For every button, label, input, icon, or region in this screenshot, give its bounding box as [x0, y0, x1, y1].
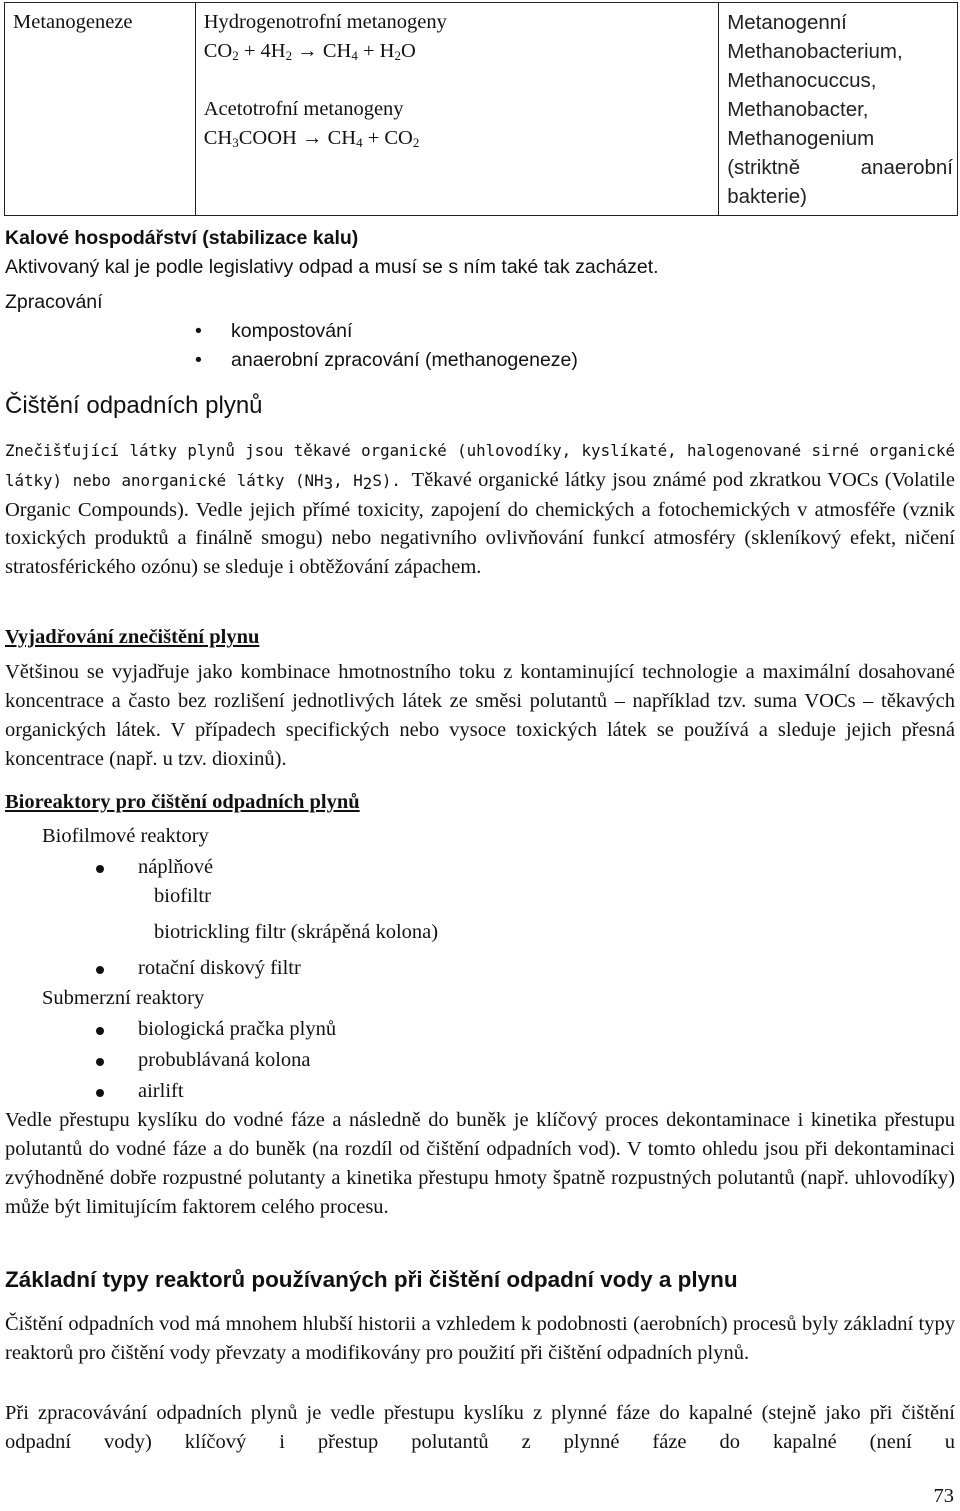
reactor-types-section: [5, 1264, 955, 1296]
reactor-types-p1: Čištění odpadních vod má mnohem hlubší historii a vzhledem k podobnosti (aerobních) procesů byly základní typy reaktorů pro čištění vody převzaty a modifikovány pro použití při čištění odpadních plynů.: [5, 1313, 955, 1364]
processing-label: Zpracování: [5, 291, 103, 313]
bioreactors-heading: Bioreaktory pro čištění odpadních plynů: [5, 791, 360, 813]
list-item-packed: náplňové: [138, 856, 214, 878]
organism-line: (striktně anaerobní: [727, 156, 953, 179]
gas-paragraph: Znečišťující látky plynů jsou těkavé organické (uhlovodíky, kyslíkaté, halogenované sirné organické látky) nebo anorganické látky ($NH_3$, $H_2S$). Těkavé organické látky jsou známé pod zkratkou VOCs (Volatile Organic Compounds). Vedle jejich přímé toxicity, zapojení do chemických a fotochemických v atmosféře (vznik toxických produktů a finálně smogu) nebo negativního ovlivňování funkcí atmosféry (skleníkový efekt, ničení stratosférického ozónu) se sleduje i obtěžování zápachem.: [5, 441, 955, 579]
bullet-icon: [96, 966, 104, 974]
expression-paragraph: Většinou se vyjadřuje jako kombinace hmotnostního toku z kontaminující technologie a maximální dosahované koncentrace a často bez rozlišení jednotlivých látek ze směsi polutantů – například tzv. suma VOCs – těkavých organických látek. V případech specifických nebo vysoce toxických látek se používá a sleduje jejich přesná koncentrace (např. u tzv. dioxinů).: [5, 661, 955, 770]
bullet-icon: [96, 865, 104, 873]
bioreactors-paragraph: Vedle přestupu kyslíku do vodné fáze a následně do buněk je klíčový proces dekontaminace i kinetika přestupu polutantů do vodné fáze a do buněk (na rozdíl od čištění odpadních vod). V tomto ohledu jsou při dekontaminaci zvýhodněné dobře rozpustné polutanty a kinetika přestupu hmoty špatně rozpustných polutantů (např. uhlovodíky) může být limitujícím faktorem celého procesu.: [5, 1109, 955, 1218]
organism-line: Methanobacterium,: [727, 40, 903, 63]
bullet-icon: [96, 1058, 104, 1066]
sludge-heading: Kalové hospodářství (stabilizace kalu): [5, 227, 359, 249]
submerged-label: Submerzní reaktory: [42, 987, 205, 1009]
list-item: probublávaná kolona: [138, 1049, 311, 1071]
reactor-types-p2: Při zpracovávání odpadních plynů je vedle přestupu kyslíku z plynné fáze do kapalné (stejně jako při čištění odpadní vody) klíčový i přestup polutantů z plynné fáze do kapalné (není u: [5, 1402, 955, 1453]
aceto-equation: $CH_3COOH \to CH_4 + CO_2$: [203, 127, 420, 150]
organism-line: bakterie): [727, 185, 807, 208]
bullet-icon: [96, 1027, 104, 1035]
table-cell-organisms: [719, 3, 958, 216]
list-item-biofilter: biofiltr: [154, 885, 211, 907]
sludge-section: [5, 224, 955, 282]
bioreactors-section: [5, 788, 955, 817]
bullet-icon: [96, 1089, 104, 1097]
gas-heading: Čištění odpadních plynů: [5, 392, 263, 419]
organism-line: Methanobacter,: [727, 98, 869, 121]
process-label: Metanogeneze: [13, 11, 133, 33]
expression-section: [5, 623, 955, 652]
sludge-processing: [5, 288, 955, 317]
aceto-title: Acetotrofní metanogeny: [203, 98, 404, 120]
table-cell-process: [5, 3, 196, 216]
list-item: biologická pračka plynů: [138, 1018, 337, 1040]
methanogenesis-table: [4, 2, 958, 216]
list-item: • kompostování: [195, 317, 578, 346]
table-row: [5, 3, 958, 216]
organism-line: Metanogenní: [727, 11, 847, 34]
gas-cleaning-section: [5, 390, 955, 422]
sludge-list: [195, 317, 578, 375]
list-item: • anaerobní zpracování (methanogeneze): [195, 346, 578, 375]
reactor-types-heading: Základní typy reaktorů používaných při čištění odpadní vody a plynu: [5, 1267, 738, 1292]
list-item-biotrickling: biotrickling filtr (skrápěná kolona): [154, 921, 439, 943]
page-number: 73: [933, 1485, 954, 1507]
biofilm-label: Biofilmové reaktory: [42, 825, 209, 847]
list-item: airlift: [138, 1080, 184, 1102]
expression-heading: Vyjadřování znečištění plynu: [5, 626, 260, 648]
organism-line: Methanogenium: [727, 127, 875, 150]
list-item-rotary: rotační diskový filtr: [138, 957, 301, 979]
bullet-icon: •: [195, 349, 202, 371]
bullet-icon: •: [195, 320, 202, 342]
organism-line: Methanocuccus,: [727, 69, 877, 92]
sludge-line: Aktivovaný kal je podle legislativy odpad a musí se s ním také tak zacházet.: [5, 256, 659, 278]
hydro-title: Hydrogenotrofní metanogeny: [203, 11, 447, 33]
hydro-equation: $CO_2 + 4H_2 \to CH_4 + H_2O$: [203, 40, 416, 63]
table-cell-reactions: [195, 3, 718, 216]
